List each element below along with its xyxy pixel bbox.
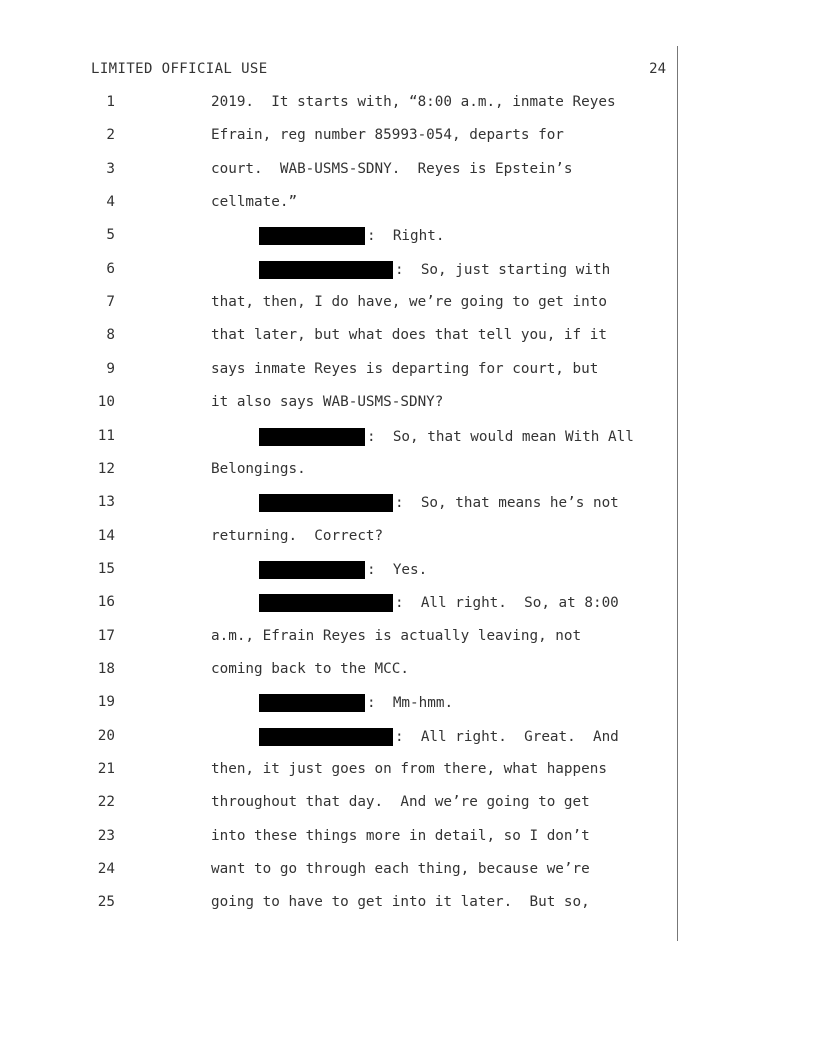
transcript-line — [0, 528, 676, 548]
transcript-line — [0, 594, 676, 614]
line-number: 23 — [97, 827, 115, 844]
line-number: 22 — [97, 794, 115, 811]
line-text: : So, that would mean With All — [367, 428, 634, 445]
redacted-speaker-name — [259, 428, 365, 446]
line-text: throughout that day. And we’re going to get — [211, 794, 590, 811]
line-text: going to have to get into it later. But so, — [211, 894, 590, 911]
transcript-line — [0, 261, 676, 281]
line-text: Belongings. — [211, 460, 306, 477]
transcript-line — [0, 428, 676, 448]
line-text: : So, just starting with — [395, 261, 611, 278]
speaker-turn — [259, 594, 619, 612]
line-number: 2 — [106, 127, 115, 144]
speaker-turn — [259, 227, 444, 245]
redacted-speaker-name — [259, 728, 393, 746]
redacted-speaker-name — [259, 594, 393, 612]
line-number: 20 — [97, 727, 115, 744]
speaker-turn — [259, 428, 634, 446]
line-text: : All right. So, at 8:00 — [395, 595, 619, 612]
transcript-line — [0, 828, 676, 848]
transcript-line — [0, 728, 676, 748]
line-text: says inmate Reyes is departing for court, but — [211, 360, 599, 377]
line-number: 4 — [106, 194, 115, 211]
line-text: : All right. Great. And — [395, 728, 619, 745]
line-text: cellmate.” — [211, 194, 298, 211]
transcript-line — [0, 661, 676, 681]
transcript-line — [0, 227, 676, 247]
line-number: 18 — [97, 660, 115, 677]
line-text: : Yes. — [367, 561, 428, 578]
line-number: 17 — [97, 627, 115, 644]
transcript-line — [0, 694, 676, 714]
redacted-speaker-name — [259, 694, 365, 712]
line-text: a.m., Efrain Reyes is actually leaving, not — [211, 627, 582, 644]
line-text: : So, that means he’s not — [395, 495, 619, 512]
page-number: 24 — [649, 61, 666, 77]
transcript-line — [0, 894, 676, 914]
transcript-line — [0, 94, 676, 114]
speaker-turn — [259, 728, 619, 746]
line-number: 8 — [106, 327, 115, 344]
right-margin-rule — [677, 46, 678, 941]
transcript-line — [0, 327, 676, 347]
transcript-line — [0, 461, 676, 481]
line-text: court. WAB-USMS-SDNY. Reyes is Epstein’s — [211, 160, 573, 177]
line-number: 12 — [97, 460, 115, 477]
line-number: 9 — [106, 360, 115, 377]
speaker-turn — [259, 561, 427, 579]
line-text: 2019. It starts with, “8:00 a.m., inmate Reyes — [211, 94, 616, 110]
document-header-label: LIMITED OFFICIAL USE — [91, 61, 268, 77]
line-number: 15 — [97, 560, 115, 577]
transcript-line — [0, 494, 676, 514]
redacted-speaker-name — [259, 494, 393, 512]
speaker-turn — [259, 261, 610, 279]
line-text: that later, but what does that tell you, if it — [211, 327, 607, 344]
line-number: 1 — [106, 94, 115, 110]
line-number: 16 — [97, 594, 115, 611]
line-text: : Mm-hmm. — [367, 695, 454, 712]
line-number: 6 — [106, 260, 115, 277]
line-number: 10 — [97, 394, 115, 411]
line-text: : Right. — [367, 228, 445, 245]
redacted-speaker-name — [259, 561, 365, 579]
transcript-line — [0, 861, 676, 881]
line-text: Efrain, reg number 85993-054, departs for — [211, 127, 564, 144]
line-number: 21 — [97, 761, 115, 777]
transcript-line — [0, 794, 676, 814]
speaker-turn — [259, 494, 619, 512]
speaker-turn — [259, 694, 453, 712]
line-text: then, it just goes on from there, what happens — [211, 761, 607, 777]
transcript-line — [0, 361, 676, 381]
line-number: 19 — [97, 694, 115, 711]
transcript-line — [0, 561, 676, 581]
line-text: returning. Correct? — [211, 527, 384, 544]
transcript-line — [0, 127, 676, 147]
transcript-line — [0, 394, 676, 414]
line-number: 14 — [97, 527, 115, 544]
line-text: into these things more in detail, so I don’t — [211, 827, 590, 844]
line-text: coming back to the MCC. — [211, 660, 409, 677]
line-number: 25 — [97, 894, 115, 911]
line-text: it also says WAB-USMS-SDNY? — [211, 394, 444, 411]
line-number: 11 — [97, 427, 115, 444]
line-text: that, then, I do have, we’re going to get into — [211, 294, 607, 311]
redacted-speaker-name — [259, 261, 393, 279]
transcript-line — [0, 194, 676, 214]
line-text: want to go through each thing, because we’re — [211, 861, 590, 878]
redacted-speaker-name — [259, 227, 365, 245]
line-number: 3 — [106, 160, 115, 177]
transcript-line — [0, 628, 676, 648]
line-number: 24 — [97, 861, 115, 878]
transcript-line — [0, 761, 676, 781]
transcript-line — [0, 294, 676, 314]
transcript-line — [0, 161, 676, 181]
line-number: 7 — [106, 294, 115, 311]
line-number: 13 — [97, 494, 115, 511]
line-number: 5 — [106, 227, 115, 244]
